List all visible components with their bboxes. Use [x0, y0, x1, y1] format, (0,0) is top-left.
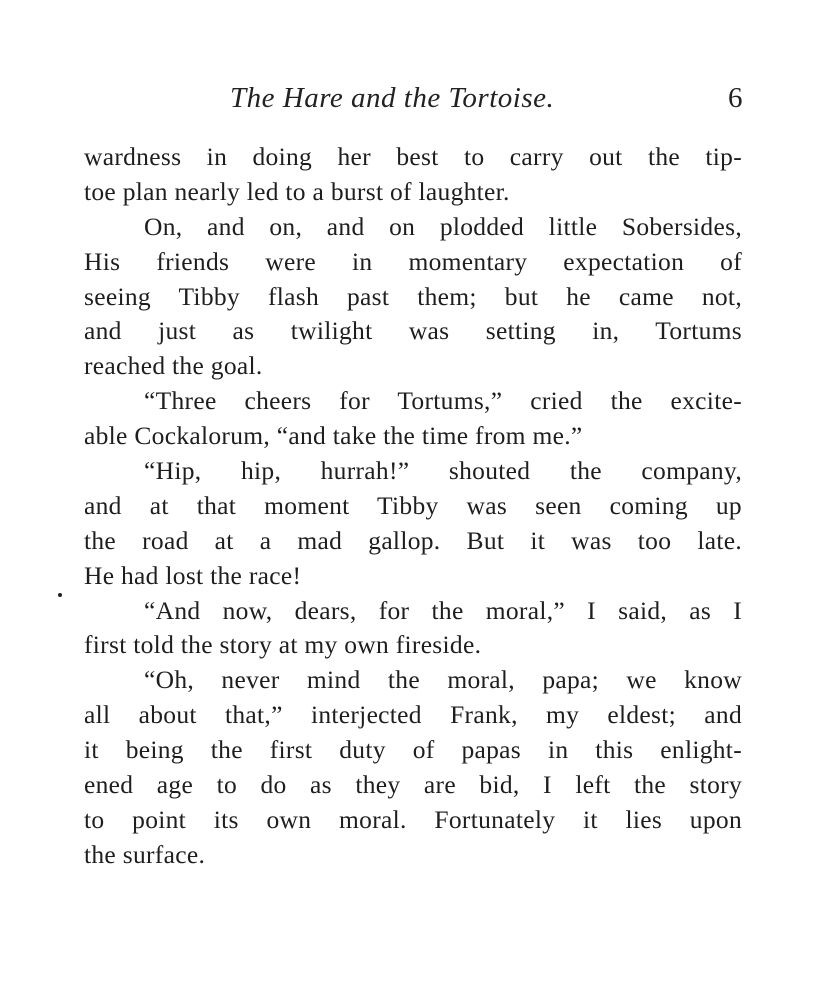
text-line: able Cockalorum, “and take the time from me.” [84, 421, 583, 451]
text-line: and just as twilight was setting in, Tortums [84, 316, 742, 346]
text-line: and at that moment Tibby was seen coming up [84, 490, 742, 520]
text-line: “Three cheers for Tortums,” cried the excite- [144, 386, 742, 416]
text-line: reached the goal. [84, 351, 263, 381]
running-title: The Hare and the Tortoise. [230, 82, 555, 114]
text-line: it being the first duty of papas in this enlight- [84, 735, 742, 765]
text-line: “Hip, hip, hurrah!” shouted the company, [144, 456, 742, 486]
text-line: to point its own moral. Fortunately it lies upon [84, 804, 742, 834]
text-line: the road at a mad gallop. But it was too late. [84, 525, 742, 555]
text-line: first told the story at my own fireside. [84, 630, 482, 660]
text-line: On, and on, and on plodded little Sobersides, [144, 211, 742, 241]
body-text [84, 140, 742, 873]
text-line: all about that,” interjected Frank, my eldest; and [84, 700, 742, 730]
text-line: ened age to do as they are bid, I left the story [84, 770, 742, 800]
text-line: the surface. [84, 839, 206, 869]
text-line: His friends were in momentary expectation of [84, 246, 742, 276]
text-line: seeing Tibby flash past them; but he came not, [84, 281, 742, 311]
text-line: “Oh, never mind the moral, papa; we know [144, 665, 742, 695]
page-number: 6 [728, 82, 743, 114]
ink-speck [58, 593, 62, 597]
text-line: toe plan nearly led to a burst of laughter. [84, 176, 510, 206]
text-line: “And now, dears, for the moral,” I said, as I [144, 595, 742, 625]
running-head [0, 82, 837, 122]
text-line: wardness in doing her best to carry out the tip- [84, 142, 742, 171]
text-line: He had lost the race! [84, 560, 302, 590]
